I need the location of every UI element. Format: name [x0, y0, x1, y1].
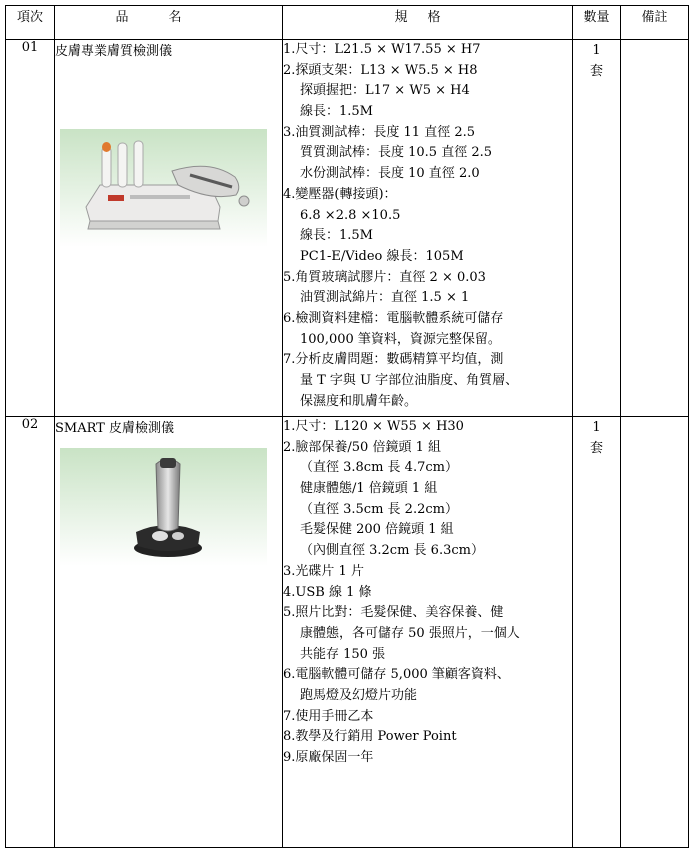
quantity-cell [573, 40, 621, 417]
spec-table [5, 5, 689, 848]
header-item: 項次 [6, 6, 55, 40]
spec-line: 8.教學及行銷用 Power Point [283, 729, 457, 745]
spec-line: 跑馬燈及幻燈片功能 [300, 687, 418, 703]
spec-line: 毛髮保健 200 倍鏡頭 1 組 [300, 522, 454, 538]
spec-line: 健康體態/1 倍鏡頭 1 組 [300, 481, 438, 497]
spec-line: 2.探頭支架：L13 × W5.5 × H8 [283, 62, 478, 78]
spec-line: 油質測試綿片：直徑 1.5 × 1 [300, 290, 470, 306]
quantity-number: 1 [592, 420, 601, 435]
header-name: 品名 [55, 6, 283, 40]
spec-line: 4.變壓器(轉接頭)： [283, 186, 397, 202]
quantity-number: 1 [592, 43, 601, 58]
spec-line: （直徑 3.5cm 長 2.2cm） [300, 501, 458, 517]
spec-line: 5.角質玻璃試膠片：直徑 2 × 0.03 [283, 269, 486, 285]
skin-analyzer-console-photo [60, 129, 267, 247]
spec-line: 6.8 ×2.8 ×10.5 [300, 207, 401, 223]
spec-line: 共能存 150 張 [300, 646, 386, 662]
spec-line: 量 T 字與 U 字部位油脂度、角質層、 [300, 373, 519, 388]
spec-line: 探頭握把：L17 × W5 × H4 [300, 83, 470, 99]
quantity-unit: 套 [589, 64, 603, 79]
spec-line: 線長：1.5M [300, 104, 373, 120]
quantity-unit: 套 [589, 441, 603, 456]
header-spec: 規格 [283, 6, 573, 40]
spec-line: 線長：1.5M [300, 228, 373, 244]
spec-cell [283, 40, 573, 417]
spec-line: 2.臉部保養/50 倍鏡頭 1 組 [283, 439, 441, 455]
spec-line: 康體態，各可儲存 50 張照片，一個人 [300, 625, 520, 641]
handheld-skin-scope-photo [60, 448, 267, 566]
spec-line: （內側直徑 3.2cm 長 6.3cm） [300, 543, 484, 559]
spec-line: 100,000 筆資料，資源完整保留。 [300, 331, 501, 347]
spec-line: 6.電腦軟體可儲存 5,000 筆顧客資料、 [283, 667, 510, 683]
product-cell [55, 417, 283, 848]
quantity-cell [573, 417, 621, 848]
header-row [6, 6, 689, 40]
spec-cell [283, 417, 573, 848]
spec-line: 5.照片比對：毛髮保健、美容保養、健 [283, 605, 504, 621]
spec-line: 9.原廠保固一年 [283, 750, 374, 765]
spec-line: PC1-E/Video 線長：105M [300, 248, 464, 264]
row-number: 01 [6, 40, 55, 417]
table-row [6, 417, 689, 848]
spec-line: 6.檢測資料建檔：電腦軟體系統可儲存 [283, 310, 504, 326]
header-qty: 數量 [573, 6, 621, 40]
spec-line: 質質測試棒：長度 10.5 直徑 2.5 [300, 145, 493, 161]
product-name: SMART 皮膚檢測儀 [55, 421, 174, 436]
spec-line: 1.尺寸：L120 × W55 × H30 [283, 419, 464, 434]
spec-line: 水份測試棒：長度 10 直徑 2.0 [300, 166, 480, 182]
product-cell [55, 40, 283, 417]
row-number: 02 [6, 417, 55, 848]
spec-line: 3.光碟片 1 片 [283, 563, 364, 579]
note-cell [621, 417, 689, 848]
spec-line: （直徑 3.8cm 長 4.7cm） [300, 460, 458, 476]
header-note: 備註 [621, 6, 689, 40]
product-name: 皮膚專業膚質檢測儀 [55, 44, 173, 59]
spec-line: 4.USB 線 1 條 [283, 584, 372, 600]
spec-line: 7.使用手冊乙本 [283, 708, 374, 724]
note-cell [621, 40, 689, 417]
spec-line: 1.尺寸：L21.5 × W17.55 × H7 [283, 42, 481, 57]
spec-line: 7.分析皮膚問題：數碼精算平均值，測 [283, 352, 504, 368]
spec-line: 3.油質測試棒：長度 11 直徑 2.5 [283, 124, 476, 140]
table-row [6, 40, 689, 417]
spec-line: 保濕度和肌膚年齡。 [300, 393, 418, 409]
